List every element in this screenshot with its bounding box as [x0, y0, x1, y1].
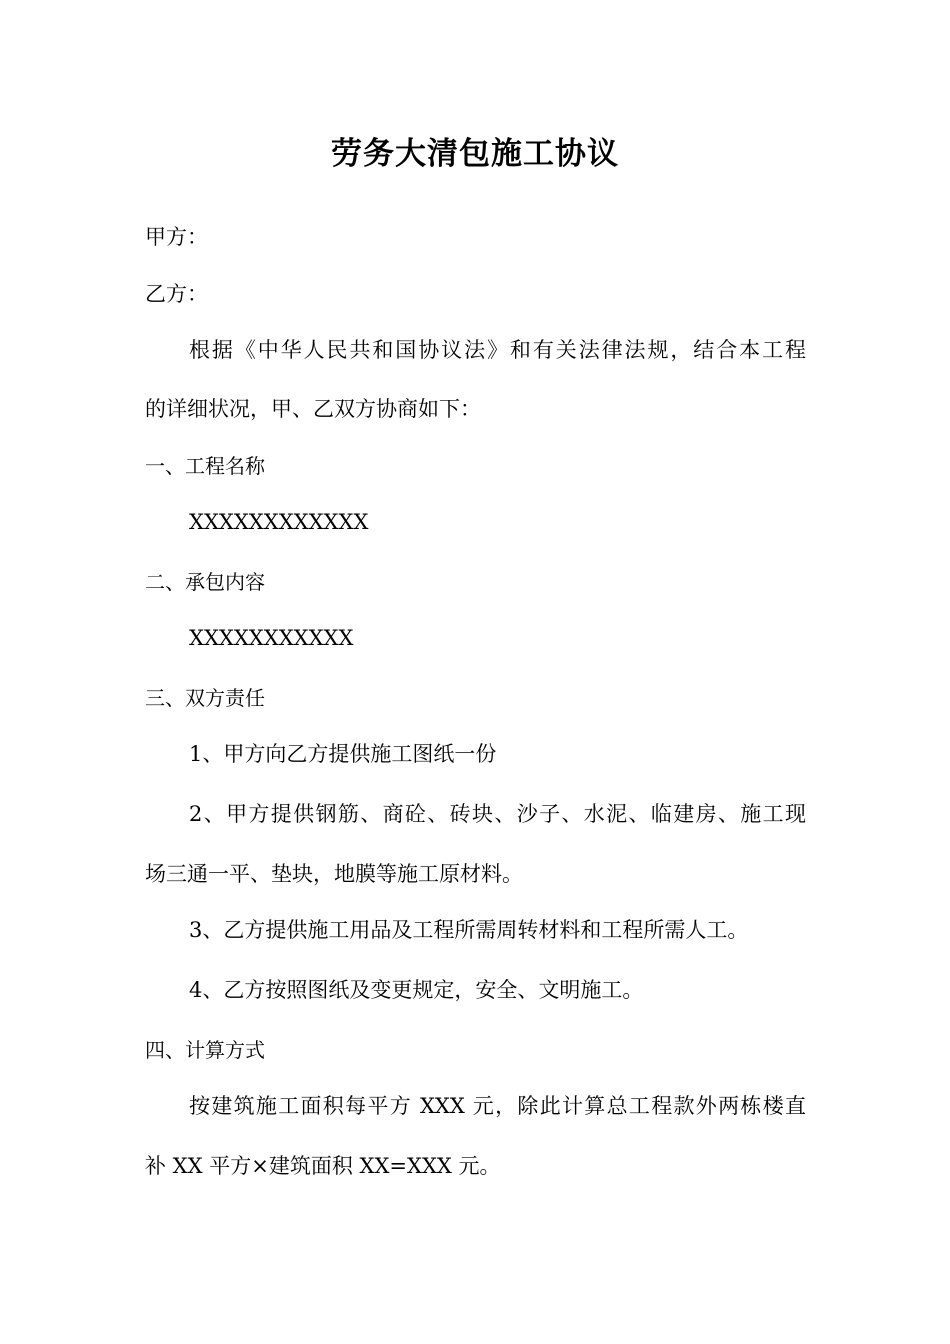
document-title: 劳务大清包施工协议	[331, 136, 619, 172]
responsibility-item-4: 4、乙方按照图纸及变更规定，安全、文明施工。	[189, 978, 644, 1002]
responsibility-item-1: 1、甲方向乙方提供施工图纸一份	[189, 742, 497, 766]
project-name-value: XXXXXXXXXXXX	[189, 510, 369, 534]
contract-scope-value: XXXXXXXXXXX	[189, 626, 354, 650]
party-b-label: 乙方：	[145, 282, 208, 306]
section-heading-responsibilities: 三、双方责任	[145, 686, 265, 710]
party-a-label: 甲方：	[145, 225, 208, 249]
section-heading-contract-scope: 二、承包内容	[145, 570, 265, 594]
responsibility-item-3: 3、乙方提供施工用品及工程所需周转材料和工程所需人工。	[189, 918, 749, 942]
responsibility-item-2-line-1: 2、甲方提供钢筋、商砼、砖块、沙子、水泥、临建房、施工现	[189, 802, 806, 826]
calculation-line-1: 按建筑施工面积每平方 XXX 元，除此计算总工程款外两栋楼直	[189, 1094, 806, 1118]
section-heading-calculation: 四、计算方式	[145, 1038, 265, 1062]
section-heading-project-name: 一、工程名称	[145, 454, 265, 478]
intro-paragraph-line-1: 根据《中华人民共和国协议法》和有关法律法规，结合本工程	[189, 338, 806, 362]
intro-paragraph-line-2: 的详细状况，甲、乙双方协商如下：	[145, 397, 481, 421]
calculation-line-2: 补 XX 平方×建筑面积 XX=XXX 元。	[145, 1154, 501, 1178]
responsibility-item-2-line-2: 场三通一平、垫块，地膜等施工原材料。	[145, 862, 523, 886]
